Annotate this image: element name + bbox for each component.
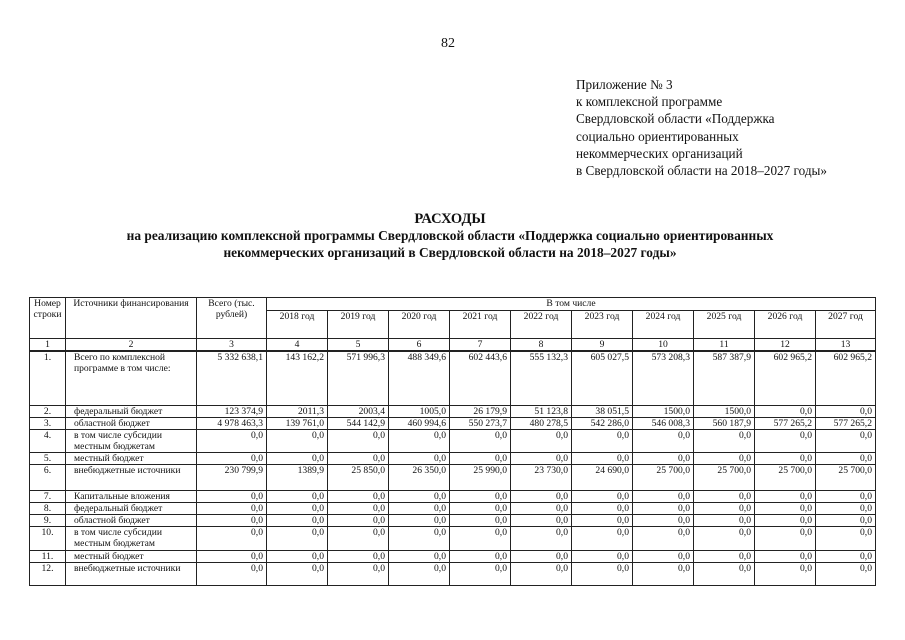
expenses-table — [29, 297, 876, 586]
year-value-cell: 2011,3 — [267, 405, 328, 417]
year-value-cell: 0,0 — [755, 490, 816, 502]
year-value-cell: 0,0 — [450, 562, 511, 585]
year-value-cell: 25 990,0 — [450, 464, 511, 490]
year-value-cell: 605 027,5 — [572, 351, 633, 405]
year-value-cell: 0,0 — [267, 429, 328, 452]
year-value-cell: 488 349,6 — [389, 351, 450, 405]
table-row — [30, 490, 876, 502]
total-cell: 4 978 463,3 — [197, 417, 267, 429]
column-number: 7 — [450, 339, 511, 352]
source-cell: Капитальные вложения — [66, 490, 197, 502]
year-value-cell: 0,0 — [511, 502, 572, 514]
column-number: 3 — [197, 339, 267, 352]
row-number-cell: 7. — [30, 490, 66, 502]
year-value-cell: 550 273,7 — [450, 417, 511, 429]
header-sources: Источники финансирования — [66, 298, 197, 339]
year-value-cell: 0,0 — [511, 526, 572, 550]
year-value-cell: 2003,4 — [328, 405, 389, 417]
year-value-cell: 546 008,3 — [633, 417, 694, 429]
year-value-cell: 0,0 — [694, 562, 755, 585]
row-number-cell: 6. — [30, 464, 66, 490]
year-value-cell: 0,0 — [816, 502, 876, 514]
year-value-cell: 0,0 — [511, 562, 572, 585]
year-value-cell: 0,0 — [389, 514, 450, 526]
year-value-cell: 571 996,3 — [328, 351, 389, 405]
year-value-cell: 0,0 — [755, 429, 816, 452]
year-value-cell: 544 142,9 — [328, 417, 389, 429]
year-value-cell: 0,0 — [816, 550, 876, 562]
year-value-cell: 480 278,5 — [511, 417, 572, 429]
source-cell: в том числе субсидии местным бюджетам — [66, 526, 197, 550]
year-value-cell: 0,0 — [389, 452, 450, 464]
table-row — [30, 514, 876, 526]
year-value-cell: 577 265,2 — [816, 417, 876, 429]
year-value-cell: 139 761,0 — [267, 417, 328, 429]
column-numbers-row — [30, 339, 876, 352]
total-cell: 230 799,9 — [197, 464, 267, 490]
year-value-cell: 0,0 — [267, 490, 328, 502]
year-value-cell: 0,0 — [328, 514, 389, 526]
header-row-number: Номер строки — [30, 298, 66, 339]
year-value-cell: 0,0 — [572, 526, 633, 550]
total-cell: 0,0 — [197, 514, 267, 526]
year-value-cell: 0,0 — [694, 526, 755, 550]
year-value-cell: 0,0 — [328, 429, 389, 452]
year-value-cell: 0,0 — [572, 502, 633, 514]
year-value-cell: 25 700,0 — [755, 464, 816, 490]
title-heading: РАСХОДЫ — [414, 211, 486, 227]
year-value-cell: 602 443,6 — [450, 351, 511, 405]
year-value-cell: 0,0 — [755, 514, 816, 526]
year-value-cell: 573 208,3 — [633, 351, 694, 405]
source-cell: федеральный бюджет — [66, 502, 197, 514]
year-value-cell: 25 700,0 — [694, 464, 755, 490]
appendix-line: некоммерческих организаций — [576, 145, 743, 161]
header-year: 2022 год — [511, 311, 572, 339]
year-value-cell: 24 690,0 — [572, 464, 633, 490]
source-cell: федеральный бюджет — [66, 405, 197, 417]
header-year: 2024 год — [633, 311, 694, 339]
year-value-cell: 0,0 — [572, 490, 633, 502]
year-value-cell: 0,0 — [633, 514, 694, 526]
table-row — [30, 562, 876, 585]
year-value-cell: 0,0 — [694, 429, 755, 452]
appendix-line: Свердловской области «Поддержка — [576, 111, 775, 127]
total-cell: 0,0 — [197, 550, 267, 562]
year-value-cell: 0,0 — [450, 429, 511, 452]
total-cell: 0,0 — [197, 562, 267, 585]
year-value-cell: 1500,0 — [694, 405, 755, 417]
page-number: 82 — [441, 36, 455, 51]
total-cell: 0,0 — [197, 502, 267, 514]
year-value-cell: 25 700,0 — [816, 464, 876, 490]
year-value-cell: 577 265,2 — [755, 417, 816, 429]
year-value-cell: 587 387,9 — [694, 351, 755, 405]
year-value-cell: 0,0 — [328, 490, 389, 502]
year-value-cell: 0,0 — [633, 526, 694, 550]
appendix-note — [576, 76, 827, 179]
year-value-cell: 0,0 — [816, 452, 876, 464]
year-value-cell: 26 350,0 — [389, 464, 450, 490]
source-cell: внебюджетные источники — [66, 562, 197, 585]
table-row — [30, 464, 876, 490]
source-cell: Всего по комплексной программе в том числе: — [66, 351, 197, 405]
column-number: 9 — [572, 339, 633, 352]
table-row — [30, 417, 876, 429]
year-value-cell: 0,0 — [633, 452, 694, 464]
row-number-cell: 11. — [30, 550, 66, 562]
header-year: 2026 год — [755, 311, 816, 339]
total-cell: 0,0 — [197, 490, 267, 502]
year-value-cell: 602 965,2 — [755, 351, 816, 405]
year-value-cell: 0,0 — [328, 526, 389, 550]
year-value-cell: 0,0 — [755, 502, 816, 514]
year-value-cell: 0,0 — [450, 526, 511, 550]
year-value-cell: 0,0 — [694, 502, 755, 514]
column-number: 6 — [389, 339, 450, 352]
column-number: 10 — [633, 339, 694, 352]
year-value-cell: 0,0 — [267, 502, 328, 514]
year-value-cell: 555 132,3 — [511, 351, 572, 405]
year-value-cell: 0,0 — [450, 452, 511, 464]
row-number-cell: 3. — [30, 417, 66, 429]
appendix-line: к комплексной программе — [576, 94, 723, 110]
year-value-cell: 0,0 — [755, 526, 816, 550]
year-value-cell: 0,0 — [328, 562, 389, 585]
year-value-cell: 542 286,0 — [572, 417, 633, 429]
table-row — [30, 452, 876, 464]
row-number-cell: 4. — [30, 429, 66, 452]
year-value-cell: 0,0 — [511, 514, 572, 526]
year-value-cell: 0,0 — [267, 550, 328, 562]
column-number: 11 — [694, 339, 755, 352]
year-value-cell: 0,0 — [755, 550, 816, 562]
title-subheading-line2: некоммерческих организаций в Свердловской области на 2018–2027 годы» — [223, 244, 677, 260]
header-year: 2027 год — [816, 311, 876, 339]
year-value-cell: 0,0 — [511, 429, 572, 452]
year-value-cell: 0,0 — [328, 550, 389, 562]
year-value-cell: 1005,0 — [389, 405, 450, 417]
year-value-cell: 0,0 — [694, 452, 755, 464]
column-number: 1 — [30, 339, 66, 352]
year-value-cell: 0,0 — [450, 502, 511, 514]
column-number: 12 — [755, 339, 816, 352]
year-value-cell: 1500,0 — [633, 405, 694, 417]
table-row — [30, 502, 876, 514]
year-value-cell: 0,0 — [694, 490, 755, 502]
table-row — [30, 351, 876, 405]
row-number-cell: 1. — [30, 351, 66, 405]
year-value-cell: 26 179,9 — [450, 405, 511, 417]
year-value-cell: 0,0 — [450, 550, 511, 562]
year-value-cell: 0,0 — [755, 405, 816, 417]
appendix-line: социально ориентированных — [576, 128, 739, 144]
year-value-cell: 143 162,2 — [267, 351, 328, 405]
source-cell: внебюджетные источники — [66, 464, 197, 490]
header-year: 2020 год — [389, 311, 450, 339]
year-value-cell: 0,0 — [816, 526, 876, 550]
row-number-cell: 9. — [30, 514, 66, 526]
row-number-cell: 12. — [30, 562, 66, 585]
row-number-cell: 8. — [30, 502, 66, 514]
table-row — [30, 550, 876, 562]
year-value-cell: 0,0 — [816, 429, 876, 452]
total-cell: 0,0 — [197, 452, 267, 464]
year-value-cell: 460 994,6 — [389, 417, 450, 429]
year-value-cell: 38 051,5 — [572, 405, 633, 417]
header-including: В том числе — [267, 298, 876, 311]
year-value-cell: 0,0 — [389, 562, 450, 585]
total-cell: 0,0 — [197, 526, 267, 550]
source-cell: местный бюджет — [66, 550, 197, 562]
year-value-cell: 0,0 — [267, 514, 328, 526]
year-value-cell: 0,0 — [572, 514, 633, 526]
column-number: 4 — [267, 339, 328, 352]
header-total: Всего (тыс. рублей) — [197, 298, 267, 339]
year-value-cell: 0,0 — [694, 514, 755, 526]
document-title — [30, 211, 870, 261]
source-cell: областной бюджет — [66, 417, 197, 429]
year-value-cell: 0,0 — [816, 514, 876, 526]
year-value-cell: 0,0 — [389, 526, 450, 550]
header-row — [30, 298, 876, 311]
row-number-cell: 10. — [30, 526, 66, 550]
year-value-cell: 0,0 — [389, 502, 450, 514]
year-value-cell: 0,0 — [511, 490, 572, 502]
year-value-cell: 0,0 — [633, 550, 694, 562]
title-subheading-line1: на реализацию комплексной программы Свердловской области «Поддержка социально ориентированных — [126, 228, 774, 243]
year-value-cell: 0,0 — [755, 452, 816, 464]
row-number-cell: 5. — [30, 452, 66, 464]
year-value-cell: 0,0 — [633, 562, 694, 585]
header-year: 2019 год — [328, 311, 389, 339]
year-value-cell: 0,0 — [450, 490, 511, 502]
year-value-cell: 1389,9 — [267, 464, 328, 490]
header-year: 2021 год — [450, 311, 511, 339]
year-value-cell: 0,0 — [816, 562, 876, 585]
year-value-cell: 25 850,0 — [328, 464, 389, 490]
appendix-line: в Свердловской области на 2018–2027 годы» — [576, 163, 827, 179]
year-value-cell: 0,0 — [450, 514, 511, 526]
row-number-cell: 2. — [30, 405, 66, 417]
year-value-cell: 0,0 — [816, 405, 876, 417]
total-cell: 0,0 — [197, 429, 267, 452]
header-year: 2018 год — [267, 311, 328, 339]
year-value-cell: 0,0 — [816, 490, 876, 502]
year-value-cell: 560 187,9 — [694, 417, 755, 429]
year-value-cell: 0,0 — [572, 562, 633, 585]
column-number: 13 — [816, 339, 876, 352]
year-value-cell: 0,0 — [267, 526, 328, 550]
year-value-cell: 0,0 — [572, 550, 633, 562]
year-value-cell: 0,0 — [755, 562, 816, 585]
year-value-cell: 0,0 — [633, 429, 694, 452]
total-cell: 5 332 638,1 — [197, 351, 267, 405]
year-value-cell: 0,0 — [328, 502, 389, 514]
column-number: 5 — [328, 339, 389, 352]
column-number: 8 — [511, 339, 572, 352]
header-year: 2025 год — [694, 311, 755, 339]
appendix-line: Приложение № 3 — [576, 77, 673, 92]
total-cell: 123 374,9 — [197, 405, 267, 417]
year-value-cell: 0,0 — [572, 452, 633, 464]
table-row — [30, 405, 876, 417]
year-value-cell: 0,0 — [633, 490, 694, 502]
year-value-cell: 0,0 — [694, 550, 755, 562]
source-cell: областной бюджет — [66, 514, 197, 526]
year-value-cell: 0,0 — [267, 452, 328, 464]
year-value-cell: 602 965,2 — [816, 351, 876, 405]
year-value-cell: 0,0 — [389, 490, 450, 502]
year-value-cell: 0,0 — [267, 562, 328, 585]
year-value-cell: 0,0 — [511, 452, 572, 464]
year-value-cell: 25 700,0 — [633, 464, 694, 490]
year-value-cell: 0,0 — [572, 429, 633, 452]
year-value-cell: 0,0 — [389, 550, 450, 562]
year-value-cell: 0,0 — [328, 452, 389, 464]
year-value-cell: 0,0 — [511, 550, 572, 562]
year-value-cell: 0,0 — [633, 502, 694, 514]
table-row — [30, 526, 876, 550]
year-value-cell: 23 730,0 — [511, 464, 572, 490]
source-cell: в том числе субсидии местным бюджетам — [66, 429, 197, 452]
year-value-cell: 0,0 — [389, 429, 450, 452]
table-row — [30, 429, 876, 452]
year-value-cell: 51 123,8 — [511, 405, 572, 417]
source-cell: местный бюджет — [66, 452, 197, 464]
header-year: 2023 год — [572, 311, 633, 339]
column-number: 2 — [66, 339, 197, 352]
